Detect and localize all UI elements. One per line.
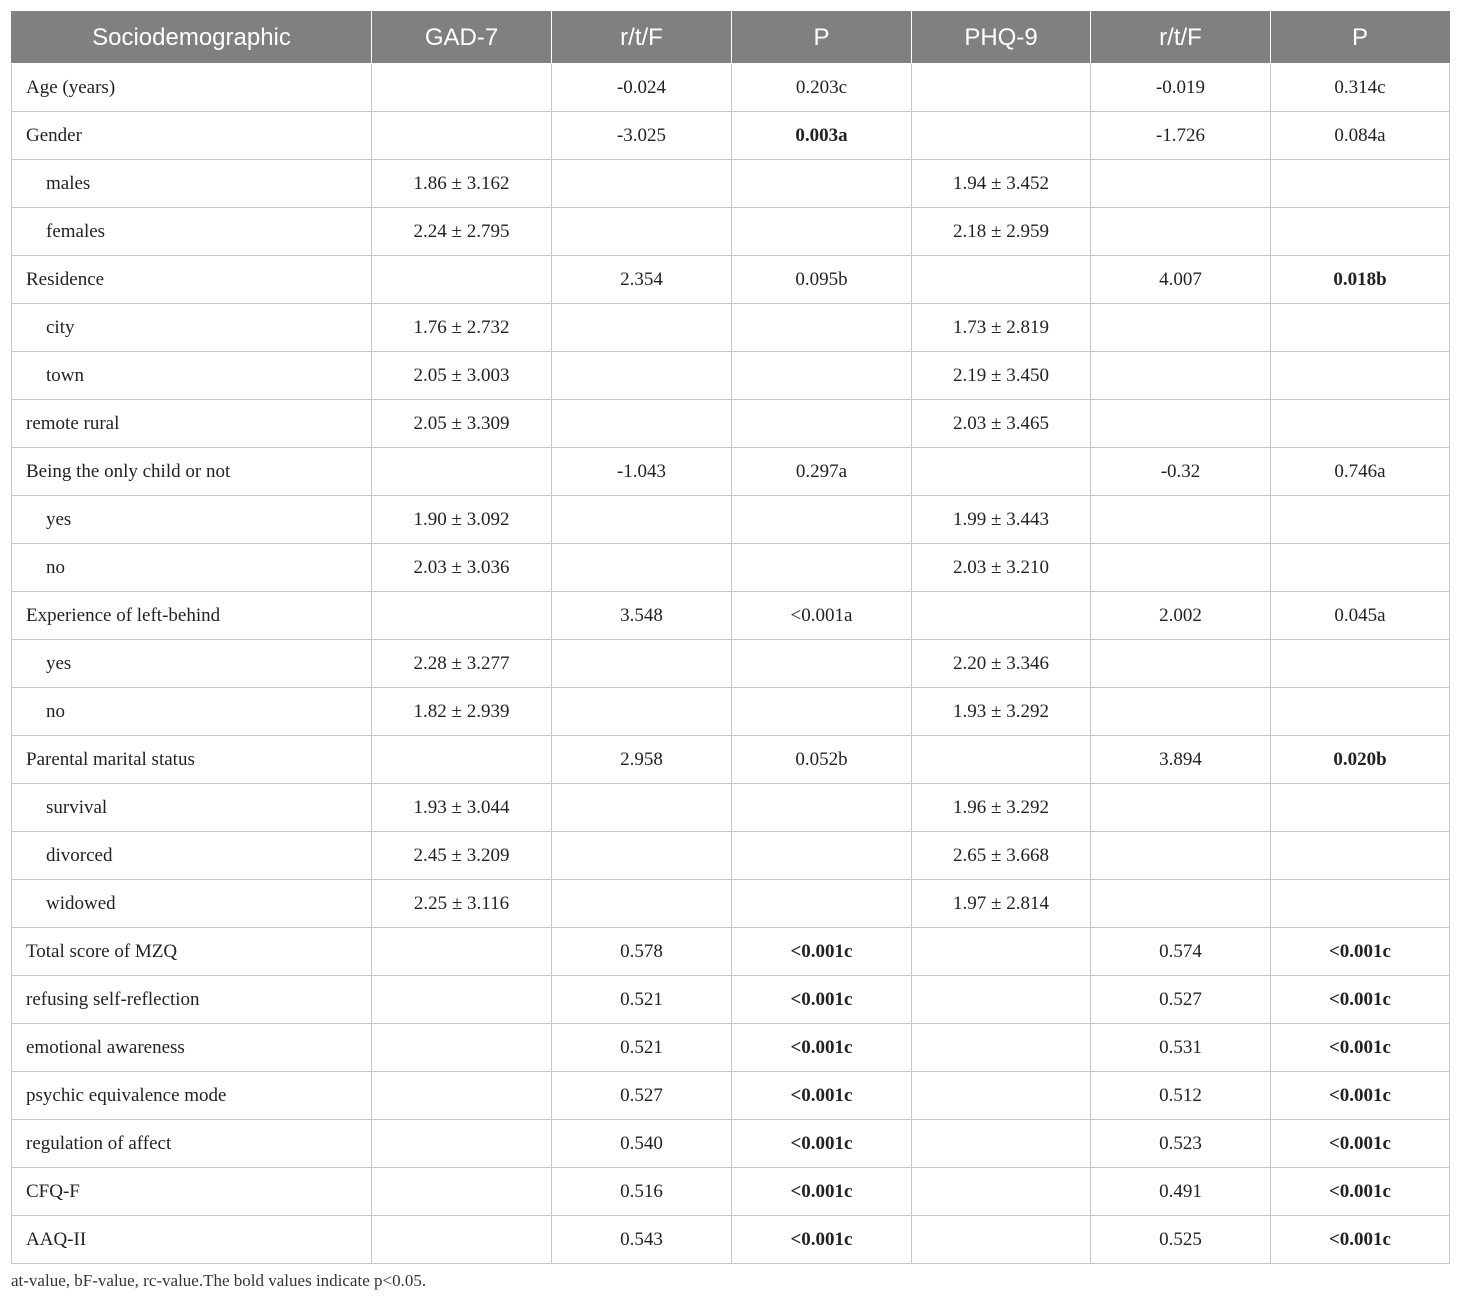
cell-phq9-p: 0.020b [1271, 736, 1450, 784]
cell-gad7-stat: -0.024 [552, 64, 732, 112]
cell-phq9-mean-sd [912, 976, 1091, 1024]
cell-gad7-p: <0.001c [732, 1168, 912, 1216]
cell-gad7-stat: 0.540 [552, 1120, 732, 1168]
cell-variable: remote rural [12, 400, 372, 448]
table-row [12, 832, 1450, 880]
cell-phq9-p: 0.746a [1271, 448, 1450, 496]
table-row [12, 448, 1450, 496]
table-row [12, 1168, 1450, 1216]
cell-phq9-p [1271, 496, 1450, 544]
cell-phq9-mean-sd [912, 928, 1091, 976]
cell-gad7-mean-sd: 1.76 ± 2.732 [372, 304, 552, 352]
cell-phq9-mean-sd [912, 592, 1091, 640]
cell-variable: widowed [12, 880, 372, 928]
cell-phq9-mean-sd: 2.18 ± 2.959 [912, 208, 1091, 256]
cell-gad7-p [732, 880, 912, 928]
cell-phq9-stat: 3.894 [1091, 736, 1271, 784]
cell-gad7-mean-sd: 1.93 ± 3.044 [372, 784, 552, 832]
cell-phq9-stat [1091, 304, 1271, 352]
cell-gad7-stat: 0.543 [552, 1216, 732, 1264]
cell-gad7-mean-sd: 2.03 ± 3.036 [372, 544, 552, 592]
cell-variable: Parental marital status [12, 736, 372, 784]
cell-phq9-p [1271, 880, 1450, 928]
cell-variable: AAQ-II [12, 1216, 372, 1264]
cell-phq9-mean-sd [912, 1216, 1091, 1264]
data-table-container [11, 11, 1449, 1264]
sociodemographic-table [11, 11, 1450, 1264]
cell-phq9-stat [1091, 880, 1271, 928]
cell-phq9-mean-sd: 2.19 ± 3.450 [912, 352, 1091, 400]
cell-gad7-mean-sd: 2.45 ± 3.209 [372, 832, 552, 880]
cell-phq9-stat [1091, 208, 1271, 256]
cell-gad7-p [732, 400, 912, 448]
cell-gad7-p: 0.003a [732, 112, 912, 160]
cell-gad7-stat: 3.548 [552, 592, 732, 640]
cell-gad7-mean-sd [372, 976, 552, 1024]
cell-phq9-stat [1091, 640, 1271, 688]
cell-variable: Gender [12, 112, 372, 160]
cell-gad7-p: 0.203c [732, 64, 912, 112]
cell-gad7-stat [552, 832, 732, 880]
table-row [12, 208, 1450, 256]
cell-phq9-p [1271, 544, 1450, 592]
cell-gad7-mean-sd: 1.86 ± 3.162 [372, 160, 552, 208]
cell-gad7-stat [552, 400, 732, 448]
cell-phq9-mean-sd [912, 256, 1091, 304]
cell-phq9-p [1271, 160, 1450, 208]
cell-phq9-stat [1091, 400, 1271, 448]
cell-gad7-p: <0.001c [732, 1024, 912, 1072]
table-row [12, 160, 1450, 208]
cell-gad7-p: <0.001c [732, 976, 912, 1024]
cell-phq9-p: <0.001c [1271, 976, 1450, 1024]
table-row [12, 592, 1450, 640]
cell-phq9-mean-sd: 2.65 ± 3.668 [912, 832, 1091, 880]
cell-variable: emotional awareness [12, 1024, 372, 1072]
cell-variable: Total score of MZQ [12, 928, 372, 976]
cell-phq9-mean-sd: 1.94 ± 3.452 [912, 160, 1091, 208]
cell-gad7-mean-sd [372, 64, 552, 112]
cell-variable: Experience of left-behind [12, 592, 372, 640]
cell-gad7-p [732, 304, 912, 352]
cell-gad7-stat [552, 880, 732, 928]
cell-phq9-p [1271, 784, 1450, 832]
cell-gad7-p [732, 832, 912, 880]
table-row [12, 784, 1450, 832]
header-sociodemographic: Sociodemographic [12, 12, 372, 64]
cell-gad7-stat [552, 688, 732, 736]
cell-phq9-stat: 0.525 [1091, 1216, 1271, 1264]
cell-gad7-stat [552, 784, 732, 832]
cell-gad7-mean-sd [372, 112, 552, 160]
cell-gad7-p: <0.001c [732, 1216, 912, 1264]
table-row [12, 496, 1450, 544]
header-phq9-stat: r/t/F [1091, 12, 1271, 64]
cell-gad7-mean-sd: 2.05 ± 3.003 [372, 352, 552, 400]
cell-phq9-stat: -1.726 [1091, 112, 1271, 160]
cell-phq9-p [1271, 208, 1450, 256]
cell-phq9-p [1271, 400, 1450, 448]
table-row [12, 64, 1450, 112]
cell-gad7-p [732, 160, 912, 208]
cell-gad7-mean-sd: 2.05 ± 3.309 [372, 400, 552, 448]
table-row [12, 352, 1450, 400]
cell-gad7-p [732, 640, 912, 688]
header-gad7: GAD-7 [372, 12, 552, 64]
cell-phq9-p: <0.001c [1271, 928, 1450, 976]
table-row [12, 400, 1450, 448]
cell-gad7-stat: -1.043 [552, 448, 732, 496]
header-phq9: PHQ-9 [912, 12, 1091, 64]
cell-variable: regulation of affect [12, 1120, 372, 1168]
cell-gad7-mean-sd [372, 928, 552, 976]
cell-variable: psychic equivalence mode [12, 1072, 372, 1120]
cell-gad7-stat: 0.521 [552, 1024, 732, 1072]
cell-variable: CFQ-F [12, 1168, 372, 1216]
cell-phq9-p: <0.001c [1271, 1072, 1450, 1120]
cell-phq9-mean-sd [912, 64, 1091, 112]
table-row [12, 112, 1450, 160]
cell-gad7-stat: 0.516 [552, 1168, 732, 1216]
cell-variable: females [12, 208, 372, 256]
cell-gad7-mean-sd [372, 736, 552, 784]
cell-phq9-stat: 2.002 [1091, 592, 1271, 640]
header-gad7-stat: r/t/F [552, 12, 732, 64]
cell-gad7-p: <0.001a [732, 592, 912, 640]
cell-gad7-mean-sd [372, 1216, 552, 1264]
cell-phq9-mean-sd [912, 1168, 1091, 1216]
cell-gad7-stat [552, 544, 732, 592]
cell-phq9-mean-sd: 1.99 ± 3.443 [912, 496, 1091, 544]
table-row [12, 256, 1450, 304]
cell-variable: town [12, 352, 372, 400]
cell-phq9-p [1271, 832, 1450, 880]
table-row [12, 928, 1450, 976]
cell-phq9-stat: 4.007 [1091, 256, 1271, 304]
cell-gad7-mean-sd: 2.25 ± 3.116 [372, 880, 552, 928]
cell-phq9-p: <0.001c [1271, 1216, 1450, 1264]
cell-phq9-mean-sd [912, 736, 1091, 784]
cell-gad7-stat [552, 352, 732, 400]
cell-phq9-mean-sd: 1.73 ± 2.819 [912, 304, 1091, 352]
cell-phq9-stat [1091, 832, 1271, 880]
cell-phq9-stat [1091, 352, 1271, 400]
cell-variable: no [12, 688, 372, 736]
cell-phq9-stat [1091, 688, 1271, 736]
cell-phq9-mean-sd [912, 1024, 1091, 1072]
cell-gad7-p [732, 352, 912, 400]
cell-gad7-p: <0.001c [732, 1120, 912, 1168]
cell-gad7-p [732, 784, 912, 832]
cell-gad7-mean-sd: 1.90 ± 3.092 [372, 496, 552, 544]
cell-phq9-stat [1091, 496, 1271, 544]
cell-gad7-p: <0.001c [732, 928, 912, 976]
cell-phq9-mean-sd: 2.03 ± 3.465 [912, 400, 1091, 448]
cell-variable: males [12, 160, 372, 208]
header-gad7-p: P [732, 12, 912, 64]
cell-gad7-p [732, 688, 912, 736]
cell-gad7-stat [552, 496, 732, 544]
table-row [12, 976, 1450, 1024]
cell-phq9-p [1271, 352, 1450, 400]
cell-phq9-p: <0.001c [1271, 1168, 1450, 1216]
cell-phq9-mean-sd: 2.20 ± 3.346 [912, 640, 1091, 688]
cell-phq9-stat [1091, 544, 1271, 592]
cell-variable: no [12, 544, 372, 592]
cell-gad7-mean-sd [372, 1168, 552, 1216]
cell-phq9-mean-sd [912, 448, 1091, 496]
cell-gad7-mean-sd: 2.24 ± 2.795 [372, 208, 552, 256]
cell-gad7-stat: -3.025 [552, 112, 732, 160]
cell-phq9-p [1271, 640, 1450, 688]
cell-phq9-mean-sd: 2.03 ± 3.210 [912, 544, 1091, 592]
cell-phq9-mean-sd: 1.96 ± 3.292 [912, 784, 1091, 832]
cell-variable: yes [12, 640, 372, 688]
cell-gad7-stat [552, 304, 732, 352]
table-row [12, 880, 1450, 928]
cell-variable: yes [12, 496, 372, 544]
header-row [12, 12, 1450, 64]
cell-phq9-stat: 0.523 [1091, 1120, 1271, 1168]
cell-gad7-mean-sd [372, 256, 552, 304]
cell-gad7-stat: 0.521 [552, 976, 732, 1024]
header-phq9-p: P [1271, 12, 1450, 64]
cell-gad7-mean-sd [372, 1024, 552, 1072]
table-row [12, 1072, 1450, 1120]
table-row [12, 688, 1450, 736]
cell-gad7-mean-sd [372, 448, 552, 496]
cell-gad7-p [732, 496, 912, 544]
cell-gad7-p: 0.052b [732, 736, 912, 784]
cell-phq9-stat [1091, 160, 1271, 208]
table-row [12, 304, 1450, 352]
cell-gad7-mean-sd: 2.28 ± 3.277 [372, 640, 552, 688]
cell-variable: divorced [12, 832, 372, 880]
cell-gad7-p [732, 208, 912, 256]
cell-phq9-stat: 0.574 [1091, 928, 1271, 976]
table-row [12, 1024, 1450, 1072]
cell-phq9-mean-sd [912, 112, 1091, 160]
cell-phq9-stat: 0.491 [1091, 1168, 1271, 1216]
cell-phq9-stat: -0.019 [1091, 64, 1271, 112]
cell-phq9-stat [1091, 784, 1271, 832]
table-row [12, 1216, 1450, 1264]
cell-phq9-mean-sd [912, 1120, 1091, 1168]
cell-gad7-stat: 0.527 [552, 1072, 732, 1120]
cell-gad7-stat [552, 640, 732, 688]
cell-phq9-p: 0.045a [1271, 592, 1450, 640]
cell-gad7-p [732, 544, 912, 592]
cell-phq9-p [1271, 304, 1450, 352]
table-body [12, 64, 1450, 1264]
cell-phq9-stat: -0.32 [1091, 448, 1271, 496]
cell-gad7-p: 0.297a [732, 448, 912, 496]
cell-variable: Being the only child or not [12, 448, 372, 496]
cell-gad7-stat [552, 160, 732, 208]
cell-gad7-stat: 2.354 [552, 256, 732, 304]
table-row [12, 640, 1450, 688]
cell-gad7-p: 0.095b [732, 256, 912, 304]
cell-phq9-mean-sd [912, 1072, 1091, 1120]
cell-phq9-mean-sd: 1.93 ± 3.292 [912, 688, 1091, 736]
cell-gad7-mean-sd [372, 1120, 552, 1168]
cell-gad7-mean-sd [372, 1072, 552, 1120]
cell-phq9-stat: 0.531 [1091, 1024, 1271, 1072]
cell-phq9-stat: 0.512 [1091, 1072, 1271, 1120]
cell-gad7-p: <0.001c [732, 1072, 912, 1120]
cell-phq9-p: 0.018b [1271, 256, 1450, 304]
cell-phq9-stat: 0.527 [1091, 976, 1271, 1024]
cell-gad7-stat: 2.958 [552, 736, 732, 784]
cell-phq9-p: <0.001c [1271, 1120, 1450, 1168]
cell-gad7-mean-sd [372, 592, 552, 640]
cell-phq9-mean-sd: 1.97 ± 2.814 [912, 880, 1091, 928]
cell-variable: Residence [12, 256, 372, 304]
cell-phq9-p: <0.001c [1271, 1024, 1450, 1072]
table-row [12, 544, 1450, 592]
cell-variable: refusing self-reflection [12, 976, 372, 1024]
table-footnote: at-value, bF-value, rc-value.The bold values indicate p<0.05. [11, 1271, 427, 1290]
table-row [12, 736, 1450, 784]
cell-gad7-stat: 0.578 [552, 928, 732, 976]
cell-phq9-p [1271, 688, 1450, 736]
table-row [12, 1120, 1450, 1168]
cell-variable: survival [12, 784, 372, 832]
cell-phq9-p: 0.084a [1271, 112, 1450, 160]
cell-phq9-p: 0.314c [1271, 64, 1450, 112]
cell-variable: city [12, 304, 372, 352]
cell-variable: Age (years) [12, 64, 372, 112]
cell-gad7-mean-sd: 1.82 ± 2.939 [372, 688, 552, 736]
cell-gad7-stat [552, 208, 732, 256]
